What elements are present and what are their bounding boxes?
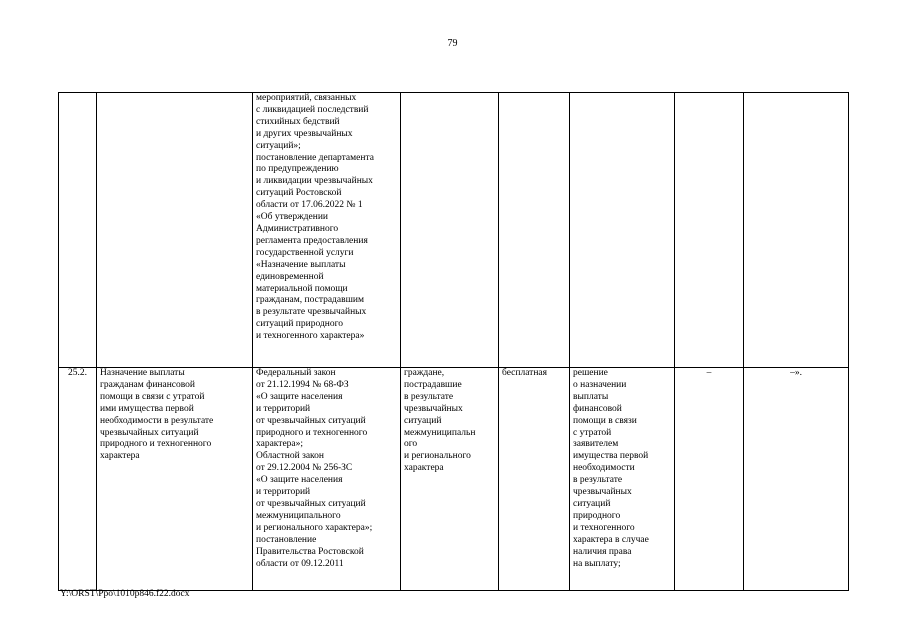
service-name-cell [97, 93, 253, 368]
table-row [59, 368, 849, 591]
column-8-cell [744, 93, 849, 368]
cost-cell [499, 93, 570, 368]
services-table [58, 92, 849, 591]
legal-basis-cell: Федеральный закон от 21.12.1994 № 68-ФЗ «О защите населения и территорий от чрезвычайных ситуаций природного и техногенного характера»; Областной закон от 29.12.2004 № 256-ЗС «О защите населения и территорий от чрезвычайных ситуаций межмуниципального и регионального характера»; постановление Правительства Ростовской области от 09.12.2011 [253, 368, 401, 591]
row-number-cell [59, 93, 97, 368]
column-8-cell: –». [744, 368, 849, 591]
row-number-cell: 25.2. [59, 368, 97, 591]
page-number: 79 [447, 38, 458, 49]
recipients-cell: граждане, пострадавшие в результате чрезвычайных ситуаций межмуниципальн ого и регионального характера [401, 368, 499, 591]
column-7-cell [675, 93, 744, 368]
result-cell: решение о назначении выплаты финансовой помощи в связи с утратой заявителем имущества первой необходимости в результате чрезвычайных ситуаций природного и техногенного характера в случае наличия права на выплату; [570, 368, 675, 591]
recipients-cell [401, 93, 499, 368]
column-7-cell: – [675, 368, 744, 591]
service-name-cell: Назначение выплаты гражданам финансовой помощи в связи с утратой ими имущества первой необходимости в результате чрезвычайных ситуаций природного и техногенного характера [97, 368, 253, 591]
cost-cell: бесплатная [499, 368, 570, 591]
file-path-footer: Y:\ORST\Ppo\1010p846.f22.docx [60, 589, 190, 599]
legal-basis-cell: мероприятий, связанных с ликвидацией последствий стихийных бедствий и других чрезвычайных ситуаций»; постановление департамента по предупреждению и ликвидации чрезвычайных ситуаций Ростовской области от 17.06.2022 № 1 «Об утверждении Административного регламента предоставления государственной услуги «Назначение выплаты единовременной материальной помощи гражданам, пострадавшим в результате чрезвычайных ситуаций природного и техногенного характера» [253, 93, 401, 368]
table-row [59, 93, 849, 368]
result-cell [570, 93, 675, 368]
